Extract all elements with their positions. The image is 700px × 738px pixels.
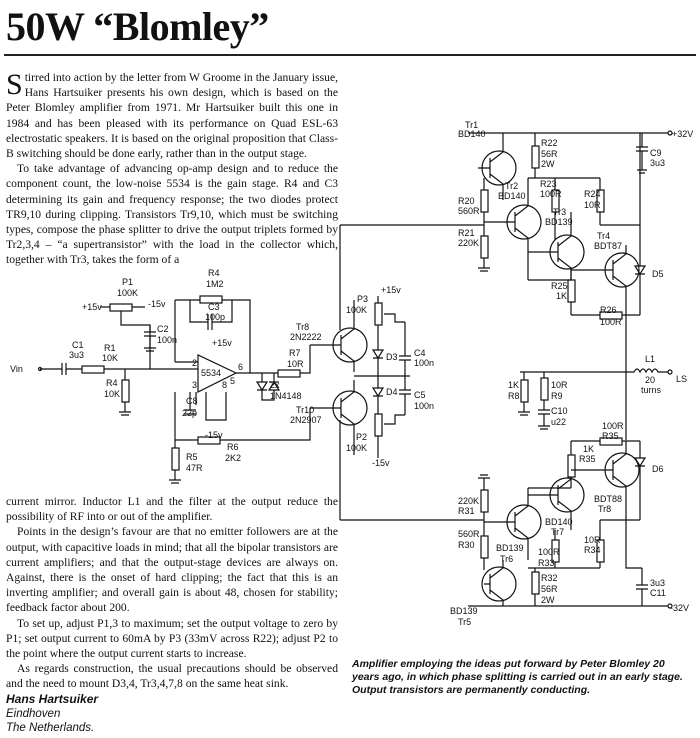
label-bd139c: BD139: [450, 606, 478, 616]
label-c5: C5: [414, 390, 426, 400]
label-r4bv: 10K: [104, 389, 121, 399]
label-r34: R34: [584, 545, 601, 555]
label-c4: C4: [414, 348, 426, 358]
label-c11v: 3u3: [650, 578, 666, 588]
label-c3: C3: [208, 302, 220, 312]
label-tr1: Tr1: [465, 120, 479, 130]
schematic-labels: [10, 120, 693, 627]
label-pin6: 6: [238, 362, 244, 372]
label-pin2: 2: [192, 358, 198, 368]
label-r6v: 2K2: [225, 453, 242, 463]
label-p2minus: -15v: [372, 458, 390, 468]
label-tr10t: 2N2907: [290, 415, 322, 425]
label-l1t: turns: [641, 385, 662, 395]
label-r6: R6: [227, 442, 239, 452]
label-tr8: Tr8: [296, 322, 310, 332]
label-d6: D6: [652, 464, 664, 474]
label-pin8: 8: [222, 380, 228, 390]
label-r35top: 100R: [602, 421, 624, 431]
label-r31v: 220K: [458, 496, 480, 506]
label-r5v: 47R: [186, 463, 203, 473]
label-c2: C2: [157, 324, 169, 334]
label-r22w: 2W: [541, 159, 555, 169]
label-bd139b: BD139: [496, 543, 524, 553]
label-r5: R5: [186, 452, 198, 462]
label-plus32: +32V: [672, 129, 694, 139]
label-c11: C11: [650, 588, 666, 598]
label-r8: R8: [508, 391, 520, 401]
label-tr3: Tr3: [553, 207, 567, 217]
label-r35topn: R35: [602, 431, 619, 441]
label-p3: P3: [357, 294, 369, 304]
label-d3: D3: [386, 352, 398, 362]
label-r24v: 10R: [584, 200, 601, 210]
label-r1v: 10K: [102, 353, 119, 363]
label-d5: D5: [652, 269, 664, 279]
ls-terminal: [668, 370, 672, 374]
label-bdt88: BDT88: [594, 494, 623, 504]
label-r21: R21: [458, 228, 475, 238]
figure-caption: Amplifier employing the ideas put forward by Peter Blomley 20 years ago, in which phase splitting is carried out in an early stage. Output transistors are permanently conducting.: [352, 658, 683, 696]
label-r20: R20: [458, 196, 475, 206]
label-pin5: 5: [230, 376, 236, 386]
label-r7: R7: [289, 348, 301, 358]
label-r7v: 10R: [287, 359, 304, 369]
label-r26v: 100R: [600, 317, 622, 327]
label-c10v: u22: [551, 417, 567, 427]
label-r34v: 10R: [584, 535, 601, 545]
label-tr2: Tr2: [505, 181, 519, 191]
label-r4b: R4: [106, 378, 118, 388]
label-p3v: 100K: [346, 305, 368, 315]
label-tr10: Tr10: [296, 405, 315, 415]
label-r4: R4: [208, 268, 220, 278]
label-ic-minus: -15v: [205, 430, 223, 440]
label-bd140c: BD140: [545, 517, 573, 527]
label-r25: R25: [551, 281, 568, 291]
label-tr8t: 2N2222: [290, 332, 322, 342]
paragraph-4: Points in the design’s favour are that no emitter followers are at the output, with capacitive loads in mind; that all the bipolar transistors are current amplifiers; and that the output-stage devices are always on. Against, there is the onset of hard clipping; the fact that this is an inverting amplifier; and overall gain is about 48, chosen for stability; feedback factor about 200.: [6, 525, 338, 615]
label-r33: R33: [538, 558, 555, 568]
label-c3v: 100p: [205, 312, 226, 322]
label-r8v: 1K: [508, 380, 520, 390]
paragraph-1-text: tirred into action by the letter from W Groome in the January issue, Hans Hartsuiker presents his own design, which is based on the Peter Blomley amplifier from 1971. Mr Hartsuiker built this one in 1984 and has been pleased with its performance on Quad ESL-63 electrostatic speakers. It is based on the original proposition that Class-B switching should be done early, rather than in the output stage.: [6, 71, 338, 161]
label-r9v: 10R: [551, 380, 568, 390]
label-vin: Vin: [10, 364, 23, 374]
label-bd140b: BD140: [498, 191, 526, 201]
label-r20v: 560R: [458, 206, 480, 216]
label-tr6: Tr6: [500, 554, 514, 564]
paragraph-3: current mirror. Inductor L1 and the filter at the output reduce the possibility of RF into or out of the amplifier.: [6, 495, 338, 524]
label-p2: P2: [356, 432, 368, 442]
article-title: 50W “Blomley”: [6, 4, 269, 49]
label-l1: L1: [645, 354, 656, 364]
label-pin3: 3: [192, 380, 198, 390]
label-tr7: Tr7: [551, 527, 565, 537]
author-name: Hans Hartsuiker: [6, 691, 99, 706]
label-r1: R1: [104, 343, 116, 353]
label-r35: R35: [579, 454, 596, 464]
label-c4v: 100n: [414, 358, 435, 368]
paragraph-6: As regards construction, the usual precautions should be observed and the need to mount D3,4, Tr3,4,7,8 on the same heat sink.: [6, 662, 338, 691]
label-r24: R24: [584, 189, 601, 199]
label-r32w: 2W: [541, 595, 555, 605]
label-tr8b: Tr8: [598, 504, 612, 514]
label-c10: C10: [551, 406, 568, 416]
label-c8: C8: [186, 396, 198, 406]
author-country: The Netherlands.: [6, 721, 95, 734]
label-diode-type: 1N4148: [270, 391, 302, 401]
author-city: Eindhoven: [6, 707, 61, 720]
label-p2v: 100K: [346, 443, 368, 453]
label-c1v: 3u3: [69, 350, 85, 360]
label-diodes: 2x: [270, 380, 280, 390]
label-c1: C1: [72, 340, 84, 350]
label-c5v: 100n: [414, 401, 435, 411]
label-c9v: 3u3: [650, 158, 666, 168]
label-r30v: 560R: [458, 529, 480, 539]
label-ic: 5534: [201, 368, 222, 378]
label-r9: R9: [551, 391, 563, 401]
label-p1v: 100K: [117, 288, 139, 298]
drop-cap: S: [6, 68, 23, 101]
label-ic-plus: +15v: [212, 338, 232, 348]
label-c2v: 100n: [157, 335, 178, 345]
label-p1minus: -15v: [148, 299, 166, 309]
label-r30: R30: [458, 540, 475, 550]
label-r23: R23: [540, 179, 557, 189]
paragraph-5: To set up, adjust P1,3 to maximum; set the output voltage to zero by P1; set output current to 60mA by P3 (33mV across R22); adjust P2 to the point where the output current starts to increase.: [6, 616, 338, 661]
label-r31: R31: [458, 506, 475, 516]
label-r22v: 56R: [541, 149, 558, 159]
label-c8v: 22p: [182, 408, 198, 418]
label-r4v: 1M2: [206, 279, 224, 289]
label-r25v: 1K: [556, 291, 568, 301]
label-tr4: Tr4: [597, 231, 611, 241]
label-r35v: 1K: [583, 444, 595, 454]
paragraph-2: To take advantage of advancing op-amp design and to reduce the component count, the low-noise 5534 is the gain stage. R4 and C3 determining its gain and frequency response; the two diodes protect TR9,10 during clipping. Transistors Tr9,10, which must be switching types, compose the phase splitter to drive the output triplets formed by Tr2,3,4 – “a supertransistor” with the load in the collector which, together with Tr3, takes the form of a: [6, 162, 338, 267]
label-r22: R22: [541, 138, 558, 148]
label-r26: R26: [600, 305, 617, 315]
label-l1v: 20: [645, 375, 656, 385]
label-p1plus: +15v: [82, 302, 102, 312]
label-p1: P1: [122, 277, 134, 287]
label-ls: LS: [676, 374, 688, 384]
label-bd140a: BD140: [458, 129, 486, 139]
label-tr5: Tr5: [458, 617, 472, 627]
label-bd139a: BD139: [545, 217, 573, 227]
label-minus32: -32V: [670, 603, 690, 613]
label-d4: D4: [386, 387, 398, 397]
label-r21v: 220K: [458, 238, 480, 248]
label-c9: C9: [650, 148, 662, 158]
label-bdt87: BDT87: [594, 241, 623, 251]
label-p3plus: +15v: [381, 285, 401, 295]
label-r32v: 56R: [541, 584, 558, 594]
label-r33v: 100R: [538, 547, 560, 557]
label-r23v: 100R: [540, 189, 562, 199]
phase-splitter: [310, 225, 484, 520]
label-r32: R32: [541, 573, 558, 583]
